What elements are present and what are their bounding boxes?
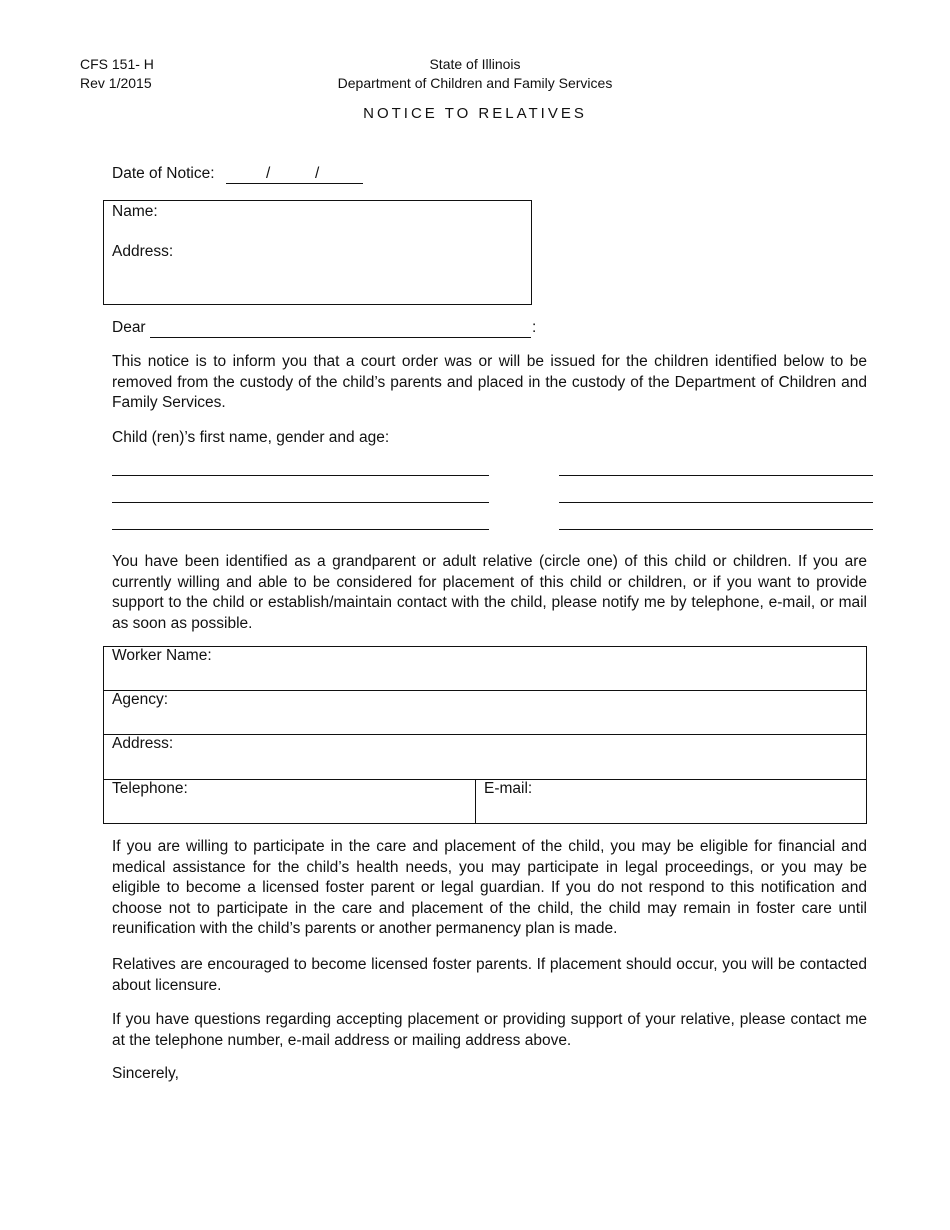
- email-cell[interactable]: [475, 779, 867, 824]
- form-number: CFS 151- H: [80, 56, 154, 72]
- email-label: E-mail:: [484, 780, 533, 797]
- licensing-paragraph: Relatives are encouraged to become licensed foster parents. If placement should occur, you will be contacted about licensure.: [112, 956, 867, 994]
- page-title: NOTICE TO RELATIVES: [363, 105, 587, 122]
- identification-paragraph: You have been identified as a grandparent or adult relative (circle one) of this child or children. If you are currently willing and able to be considered for placement of this child or children, or if you want to provide support to the child or establish/maintain contact with the child, please notify me by telephone, e-mail, or mail as soon as possible.: [112, 553, 867, 632]
- worker-name-label: Worker Name:: [112, 647, 212, 664]
- child-line-left-3[interactable]: [112, 529, 489, 530]
- worker-address-label: Address:: [112, 735, 174, 752]
- date-separator-2: /: [315, 165, 320, 182]
- salutation-colon: :: [532, 319, 537, 336]
- telephone-label: Telephone:: [112, 780, 188, 797]
- date-of-notice-label: Date of Notice:: [112, 165, 215, 182]
- form-revision: Rev 1/2015: [80, 75, 152, 91]
- child-line-right-3[interactable]: [559, 529, 873, 530]
- state-name: State of Illinois: [429, 56, 521, 72]
- questions-paragraph: If you have questions regarding accepting placement or providing support of your relative, please contact me at the telephone number, e-mail address or mailing address above.: [112, 1011, 867, 1049]
- child-line-right-1[interactable]: [559, 475, 873, 476]
- date-of-notice-field[interactable]: [226, 183, 363, 184]
- child-line-left-1[interactable]: [112, 475, 489, 476]
- recipient-box[interactable]: [103, 200, 532, 305]
- agency-cell[interactable]: [103, 690, 867, 735]
- department-name: Department of Children and Family Services: [337, 75, 613, 91]
- salutation-name-field[interactable]: [150, 337, 531, 338]
- participation-paragraph: If you are willing to participate in the care and placement of the child, you may be eligible for financial and medical assistance for the child’s health needs, you may participate in legal proceedings, or you may be eligible to become a licensed foster parent or legal guardian. If you do not respond to this notification and choose not to participate in the care and placement of the child, the child may remain in foster care until reunification with the child’s parents or another permanency plan is made.: [112, 838, 867, 938]
- worker-address-cell[interactable]: [103, 734, 867, 780]
- child-line-left-2[interactable]: [112, 502, 489, 503]
- closing: Sincerely,: [112, 1065, 179, 1082]
- salutation-label: Dear: [112, 319, 146, 336]
- recipient-name-label: Name:: [112, 203, 158, 220]
- agency-header: [0, 55, 950, 93]
- children-label: Child (ren)’s first name, gender and age:: [112, 429, 390, 446]
- telephone-cell[interactable]: [103, 779, 476, 824]
- date-separator-1: /: [266, 165, 271, 182]
- intro-paragraph: This notice is to inform you that a court order was or will be issued for the children identified below to be removed from the custody of the child’s parents and placed in the custody of the Department of Children and Family Services.: [112, 353, 867, 412]
- worker-name-cell[interactable]: [103, 646, 867, 691]
- agency-label: Agency:: [112, 691, 169, 708]
- recipient-address-label: Address:: [112, 243, 174, 260]
- child-line-right-2[interactable]: [559, 502, 873, 503]
